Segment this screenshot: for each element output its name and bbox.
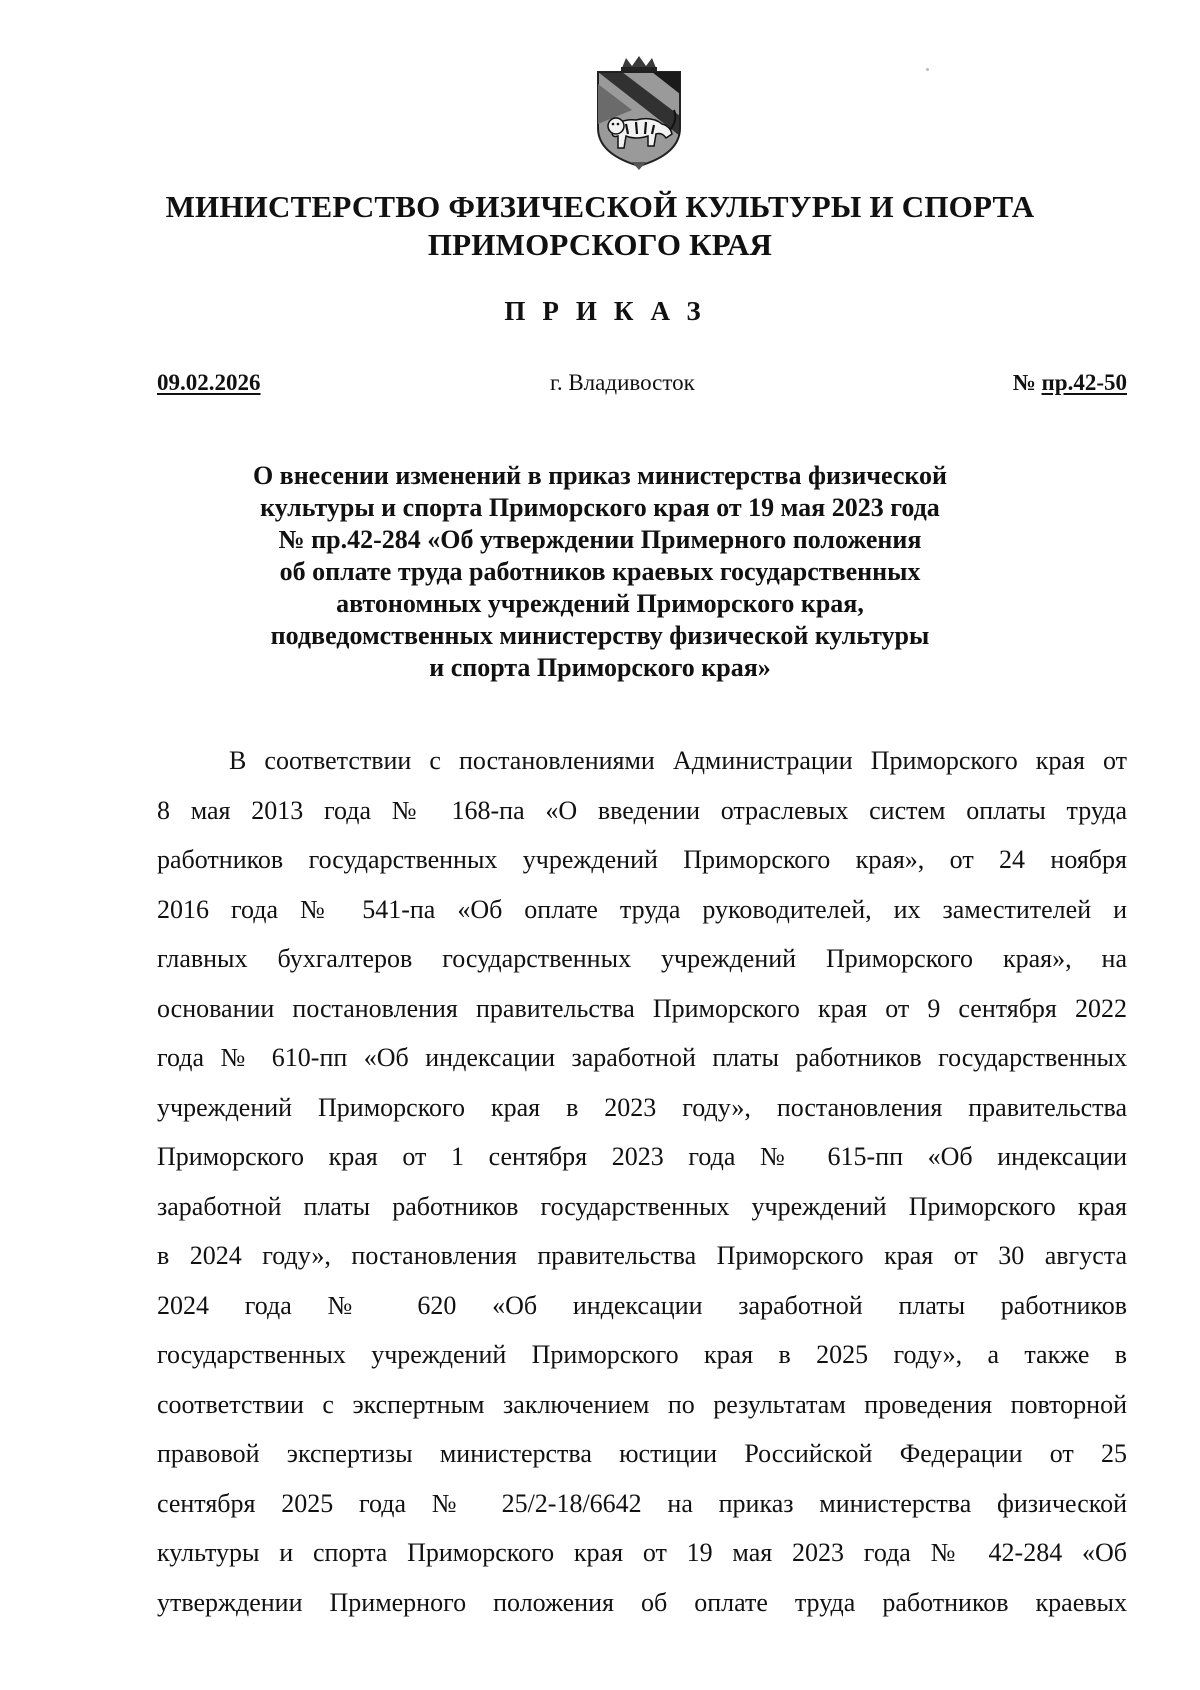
body-line: Приморского края от 1 сентября 2023 года № 615-пп «Об индексации	[157, 1142, 1127, 1171]
document-type-heading: ПРИКАЗ	[504, 296, 718, 326]
ministry-title	[150, 188, 1050, 264]
document-number-value: пр.42-50	[1041, 370, 1127, 395]
body-line: правовой экспертизы министерства юстиции Российской Федерации от 25	[157, 1439, 1127, 1468]
body-line: учреждений Приморского края в 2023 году», постановления правительства	[157, 1092, 1127, 1122]
body-line: 8 мая 2013 года № 168-па «О введении отраслевых систем оплаты труда	[157, 795, 1127, 825]
document-number	[1013, 370, 1127, 396]
body-line: утверждении Примерного положения об оплате труда работников краевых	[157, 1587, 1127, 1617]
body-line: 2024 года № 620 «Об индексации заработной платы работников	[157, 1290, 1127, 1320]
document-meta-row	[157, 370, 1127, 404]
body-line: В соответствии с постановлениями Администрации Приморского края от	[229, 746, 1127, 775]
subject-line: об оплате труда работников краевых государственных	[279, 557, 921, 586]
document-body	[157, 736, 1127, 1627]
body-line: культуры и спорта Приморского края от 19 мая 2023 года № 42-284 «Об	[157, 1538, 1127, 1567]
subject-line: № пр.42-284 «Об утверждении Примерного положения	[278, 525, 922, 554]
body-line: основании постановления правительства Приморского края от 9 сентября 2022	[157, 993, 1127, 1023]
document-date: 09.02.2026	[157, 370, 261, 395]
subject-line: и спорта Приморского края»	[429, 653, 771, 682]
scan-speck	[926, 68, 929, 71]
body-line: соответствии с экспертным заключением по результатам проведения повторной	[157, 1389, 1127, 1419]
body-line: 2016 года № 541-па «Об оплате труда руководителей, их заместителей и	[157, 894, 1127, 924]
document-city: г. Владивосток	[550, 370, 695, 395]
body-line: работников государственных учреждений Приморского края», от 24 ноября	[157, 845, 1127, 874]
ministry-title-line: МИНИСТЕРСТВО ФИЗИЧЕСКОЙ КУЛЬТУРЫ И СПОРТА	[165, 189, 1035, 224]
primorsky-krai-coat-of-arms-icon	[592, 54, 686, 172]
body-line: главных бухгалтеров государственных учреждений Приморского края», на	[157, 944, 1127, 973]
subject-line: подведомственных министерству физической культуры	[270, 621, 930, 650]
subject-line: О внесении изменений в приказ министерства физической	[252, 461, 948, 490]
body-line: сентября 2025 года № 25/2-18/6642 на приказ министерства физической	[157, 1488, 1127, 1518]
body-line: года № 610-пп «Об индексации заработной платы работников государственных	[157, 1043, 1127, 1072]
number-sign: №	[1012, 370, 1036, 395]
ministry-title-line: ПРИМОРСКОГО КРАЯ	[427, 227, 773, 262]
body-line: государственных учреждений Приморского края в 2025 году», а также в	[157, 1340, 1127, 1369]
subject-line: культуры и спорта Приморского края от 19 мая 2023 года	[260, 493, 940, 522]
document-subject	[200, 460, 1000, 684]
subject-line: автономных учреждений Приморского края,	[336, 589, 864, 618]
body-line: заработной платы работников государственных учреждений Приморского края	[157, 1191, 1127, 1221]
body-line: в 2024 году», постановления правительства Приморского края от 30 августа	[157, 1241, 1127, 1270]
